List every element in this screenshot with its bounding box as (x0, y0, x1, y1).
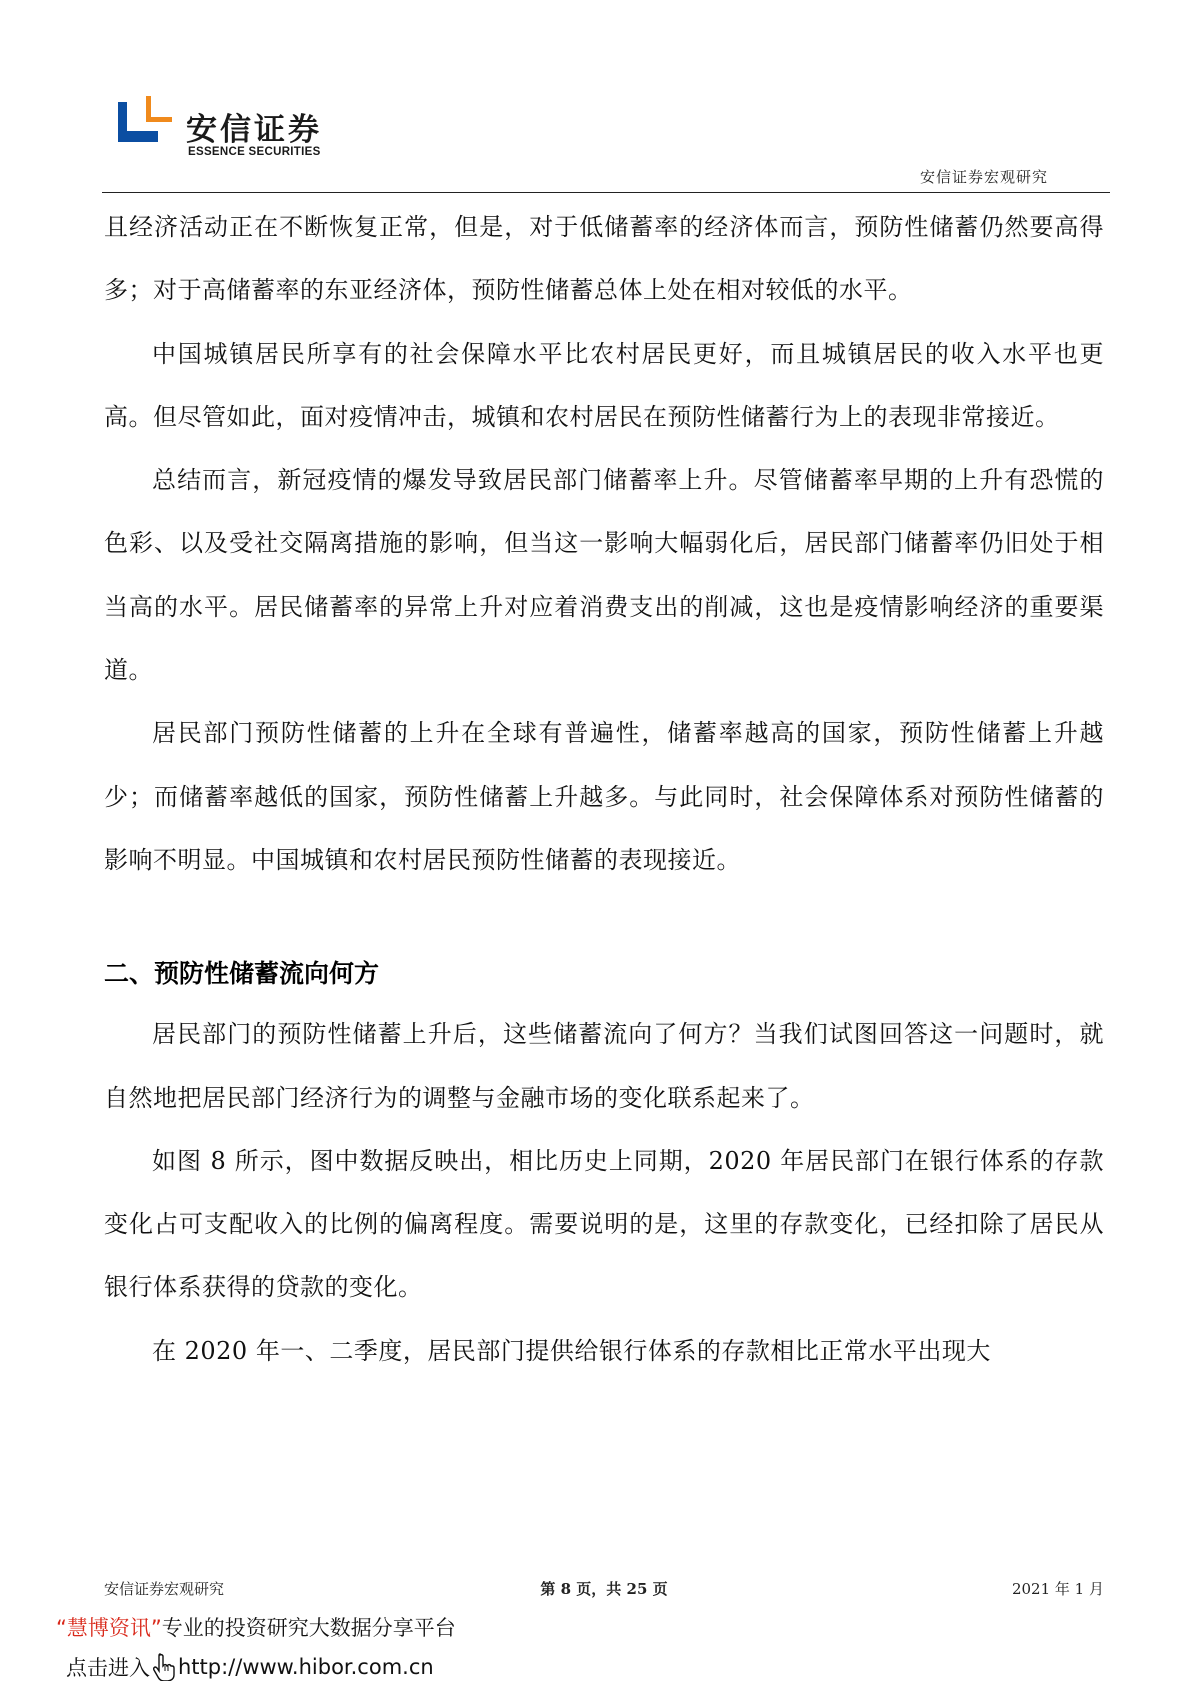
paragraph: 居民部门预防性储蓄的上升在全球有普遍性，储蓄率越高的国家，预防性储蓄上升越少；而储蓄率越低的国家，预防性储蓄上升越多。与此同时，社会保障体系对预防性储蓄的影响不明显。中国城镇和农村居民预防性储蓄的表现接近。 (104, 719, 1104, 874)
pointer-hand-icon (153, 1653, 175, 1681)
brand-name-cn: 安信证券 (186, 112, 322, 148)
header-divider (102, 192, 1110, 193)
brand-logo (118, 96, 478, 166)
brand-name-en: ESSENCE SECURITIES (188, 146, 321, 158)
page-number: 第 8 页，共 25 页 (540, 1580, 668, 1598)
paragraph: 居民部门的预防性储蓄上升后，这些储蓄流向了何方？当我们试图回答这一问题时，就自然地把居民部门经济行为的调整与金融市场的变化联系起来了。 (104, 1020, 1104, 1112)
promo-open-quote: “ (56, 1616, 67, 1640)
promo-link-row[interactable] (66, 1652, 434, 1682)
promo-enter-label[interactable]: 点击进入 (66, 1656, 150, 1680)
promo-brand: 慧博资讯 (66, 1616, 151, 1640)
paragraph: 在 2020 年一、二季度，居民部门提供给银行体系的存款相比正常水平出现大 (152, 1336, 991, 1365)
document-body (104, 196, 1104, 1383)
paragraph: 总结而言，新冠疫情的爆发导致居民部门储蓄率上升。尽管储蓄率早期的上升有恐慌的色彩、以及受社交隔离措施的影响，但当这一影响大幅弱化后，居民部门储蓄率仍旧处于相当高的水平。居民储蓄率的异常上升对应着消费支出的削减，这也是疫情影响经济的重要渠道。 (104, 466, 1104, 685)
promo-tagline: 专业的投资研究大数据分享平台 (161, 1616, 456, 1640)
paragraph: 且经济活动正在不断恢复正常，但是，对于低储蓄率的经济体而言，预防性储蓄仍然要高得多；对于高储蓄率的东亚经济体，预防性储蓄总体上处在相对较低的水平。 (104, 213, 1104, 305)
footer-source: 安信证券宏观研究 (104, 1580, 225, 1598)
promo-url-link[interactable]: http://www.hibor.com.cn (178, 1655, 434, 1679)
header-title: 安信证券宏观研究 (919, 168, 1048, 186)
section-heading: 二、预防性储蓄流向何方 (104, 959, 380, 989)
paragraph: 如图 8 所示，图中数据反映出，相比历史上同期，2020 年居民部门在银行体系的存款变化占可支配收入的比例的偏离程度。需要说明的是，这里的存款变化，已经扣除了居民从银行体系获得的贷款的变化。 (104, 1146, 1104, 1302)
promo-close-quote: ” (150, 1616, 162, 1640)
promo-banner (56, 1612, 456, 1642)
essence-logo-icon (118, 96, 172, 148)
paragraph: 中国城镇居民所享有的社会保障水平比农村居民更好，而且城镇居民的收入水平也更高。但尽管如此，面对疫情冲击，城镇和农村居民在预防性储蓄行为上的表现非常接近。 (104, 339, 1104, 431)
footer-date: 2021 年 1 月 (1011, 1580, 1104, 1598)
